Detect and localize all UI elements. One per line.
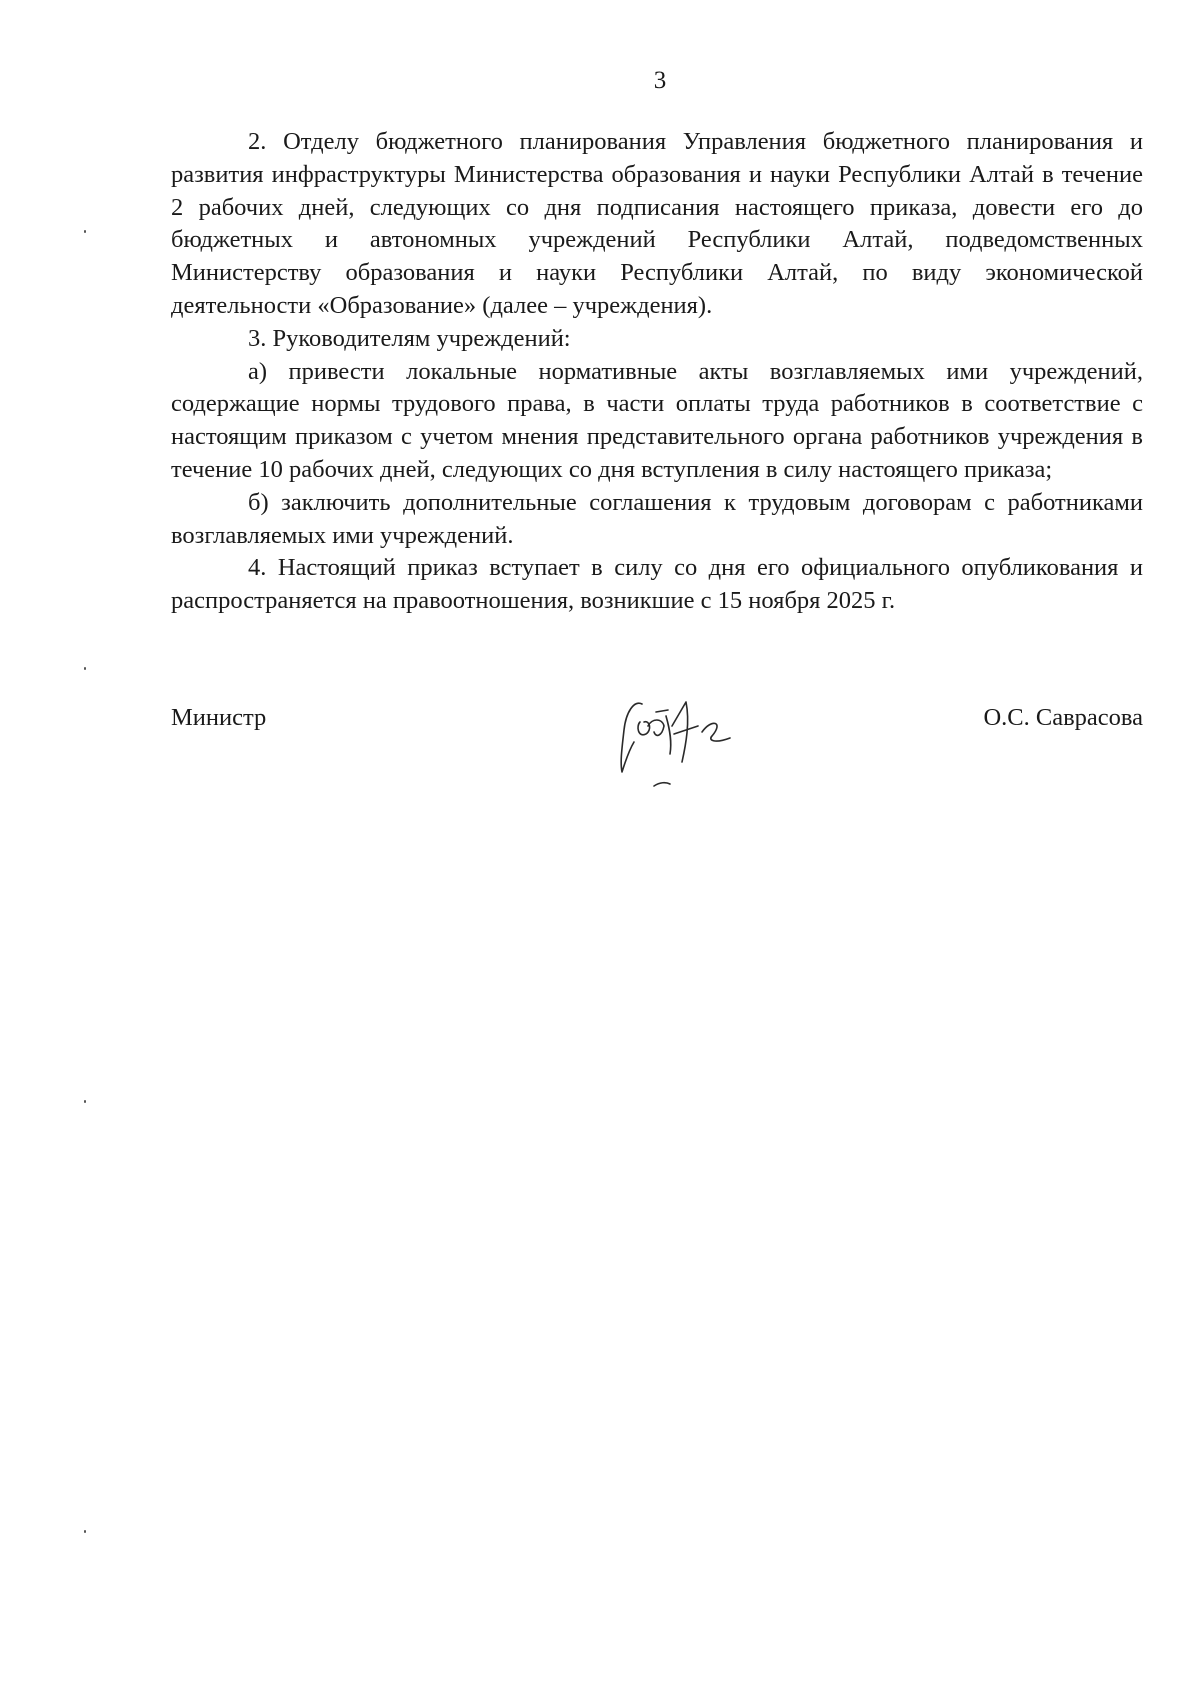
- signatory-name: О.С. Саврасова: [983, 704, 1143, 731]
- document-body: [171, 126, 1143, 618]
- scan-speck: [84, 230, 86, 233]
- paragraph-3b: б) заключить дополнительные соглашения к трудовым договорам с работниками возглавляемых ими учреждений.: [171, 488, 1143, 549]
- paragraph-4: 4. Настоящий приказ вступает в силу со дня его официального опубликования и распространяется на правоотношения, возникшие с 15 ноября 2025 г.: [171, 554, 1143, 615]
- scan-speck: [84, 667, 86, 670]
- paragraph-3: 3. Руководителям учреждений:: [248, 324, 571, 352]
- paragraph-2: 2. Отделу бюджетного планирования Управления бюджетного планирования и развития инфраструктуры Министерства образования и науки Республики Алтай в течение 2 рабочих дней, следующих со дня подписания настоящего приказа, довести его до бюджетных и автономных учреждений Республики Алтай, подведомственных Министерству образования и науки Республики Алтай, по виду экономической деятельности «Образование» (далее – учреждения).: [171, 128, 1143, 319]
- scan-speck: [84, 1530, 86, 1533]
- scan-speck: [84, 1100, 86, 1103]
- handwritten-signature: [612, 682, 762, 792]
- page-number: 3: [653, 67, 667, 94]
- paragraph-3a: а) привести локальные нормативные акты возглавляемых ими учреждений, содержащие нормы трудового права, в части оплаты труда работников в соответствие с настоящим приказом с учетом мнения представительного органа работников учреждения в течение 10 рабочих дней, следующих со дня вступления в силу настоящего приказа;: [171, 357, 1143, 483]
- signatory-position: Министр: [171, 704, 267, 731]
